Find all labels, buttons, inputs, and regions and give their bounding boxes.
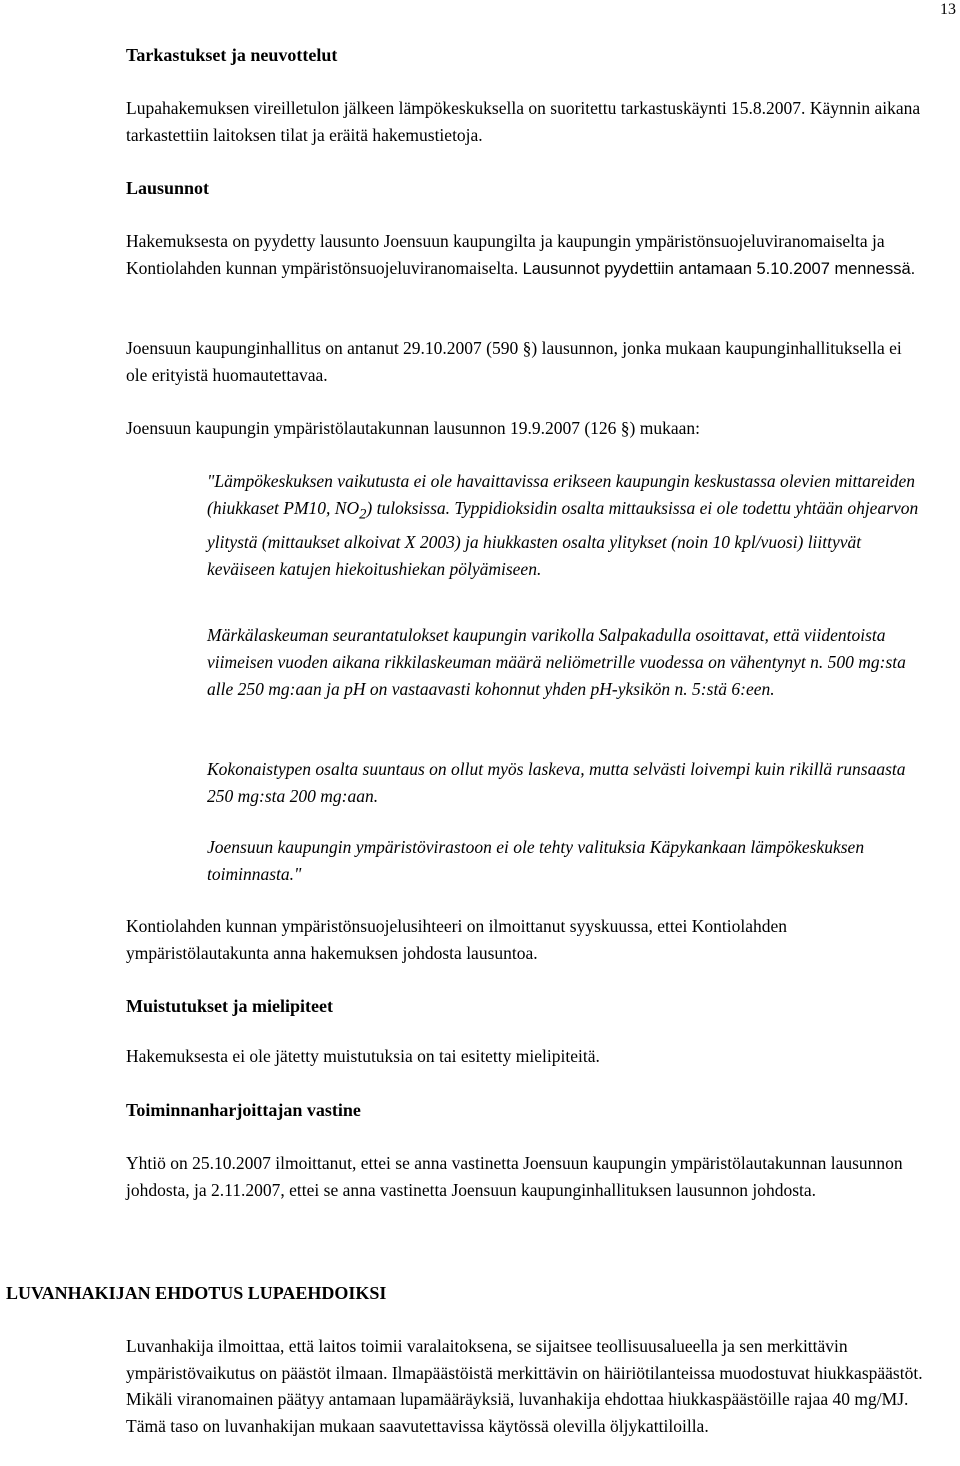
page-number: 13 [940, 1, 956, 18]
statements-paragraph [126, 228, 926, 283]
env-committee-intro: Joensuun kaupungin ympäristölautakunnan lausunnon 19.9.2007 (126 §) mukaan: [126, 418, 701, 438]
section-heading-proposal: LUVANHAKIJAN EHDOTUS LUPAEHDOIKSI [6, 1283, 387, 1303]
section-heading-inspections: Tarkastukset ja neuvottelut [126, 45, 338, 65]
section-heading-statements: Lausunnot [126, 178, 210, 198]
quote-paragraph-deposition: Märkälaskeuman seurantatulokset kaupungin varikolla Salpakadulla osoittavat, että viidentoista viimeisen vuoden aikana rikkilaskeuman määrä neliömetrille vuodessa on vähentynyt n. 500 mg:sta alle 250 mg:aan ja pH on vastaavasti kohonnut yhden pH-yksikön n. 5:stä 6:een. [207, 625, 906, 699]
inspections-paragraph [126, 95, 926, 149]
quote-paragraph-air-quality [207, 468, 927, 583]
quote-paragraph-nitrogen: Kokonaistypen osalta suuntaus on ollut myös laskeva, mutta selvästi loivempi kuin rikillä runsaasta 250 mg:sta 200 mg:aan. [207, 759, 906, 806]
quote-paragraph-complaints: Joensuun kaupungin ympäristövirastoon ei ole tehty valituksia Käpykankaan lämpökeskuksen toiminnasta." [207, 837, 865, 884]
quote-p1-subscript: 2 [359, 506, 367, 523]
inspections-paragraph-part1: Lupahakemuksen vireilletulon jälkeen lämpökeskuksella on suoritettu tarkastuskäynti 15.8.2007. [126, 98, 810, 118]
section-heading-response: Toiminnanharjoittajan vastine [126, 1100, 361, 1120]
inspections-paragraph-part2: Käynnin aikana tarkastettiin laitoksen tilat ja eräitä hakemustietoja. [126, 98, 921, 145]
kontiolahti-statement: Kontiolahden kunnan ympäristönsuojelusihteeri on ilmoittanut syyskuussa, ettei Kontiolahden ympäristölautakunta anna hakemuksen johdosta lausuntoa. [126, 916, 788, 963]
city-board-statement: Joensuun kaupunginhallitus on antanut 29.10.2007 (590 §) lausunnon, jonka mukaan kaupunginhallituksella ei ole erityistä huomautettavaa. [126, 338, 902, 385]
statements-paragraph-part2: Lausunnot pyydettiin antamaan 5.10.2007 mennessä. [522, 260, 916, 278]
quote-p1-part-a: "Lämpökeskuksen vaikutusta ei ole havaittavissa erikseen kaupungin keskustassa olevien mittareiden (hiukkaset PM10, NO [207, 471, 915, 518]
section-heading-objections: Muistutukset ja mielipiteet [126, 996, 333, 1016]
proposal-paragraph: Luvanhakija ilmoittaa, että laitos toimii varalaitoksena, se sijaitsee teollisuusalueella ja sen merkittävin ympäristövaikutus on päästöt ilmaan. Ilmapäästöistä merkittävin on häiriötilanteissa muodostuvat hiukkaspäästöt. Mikäli viranomainen päätyy antamaan lupamääräyksiä, luvanhakija ehdottaa hiukkaspäästöille rajaa 40 mg/MJ. Tämä taso on luvanhakijan mukaan saavutettavissa käytössä olevilla öljykattiloilla. [126, 1336, 923, 1436]
statements-paragraph-part1: Hakemuksesta on pyydetty lausunto Joensuun kaupungilta ja kaupungin ympäristönsuojeluviranomaiselta ja Kontiolahden kunnan ympäristönsuojeluviranomaiselta. [126, 231, 885, 278]
quote-p1-part-b: ) tuloksissa. Typpidioksidin osalta mittauksissa ei ole todettu yhtään ohjearvon ylitystä (mittaukset alkoivat X 2003) ja hiukkasten osalta ylitykset (noin 10 kpl/vuosi) liittyvät keväiseen katujen hiekoitushiekan pölyämiseen. [207, 498, 919, 579]
response-paragraph: Yhtiö on 25.10.2007 ilmoittanut, ettei se anna vastinetta Joensuun kaupungin ympäristölautakunnan lausunnon johdosta, ja 2.11.2007, ettei se anna vastinetta Joensuun kaupunginhallituksen lausunnon johdosta. [126, 1153, 903, 1200]
objections-paragraph: Hakemuksesta ei ole jätetty muistutuksia on tai esitetty mielipiteitä. [126, 1046, 600, 1066]
